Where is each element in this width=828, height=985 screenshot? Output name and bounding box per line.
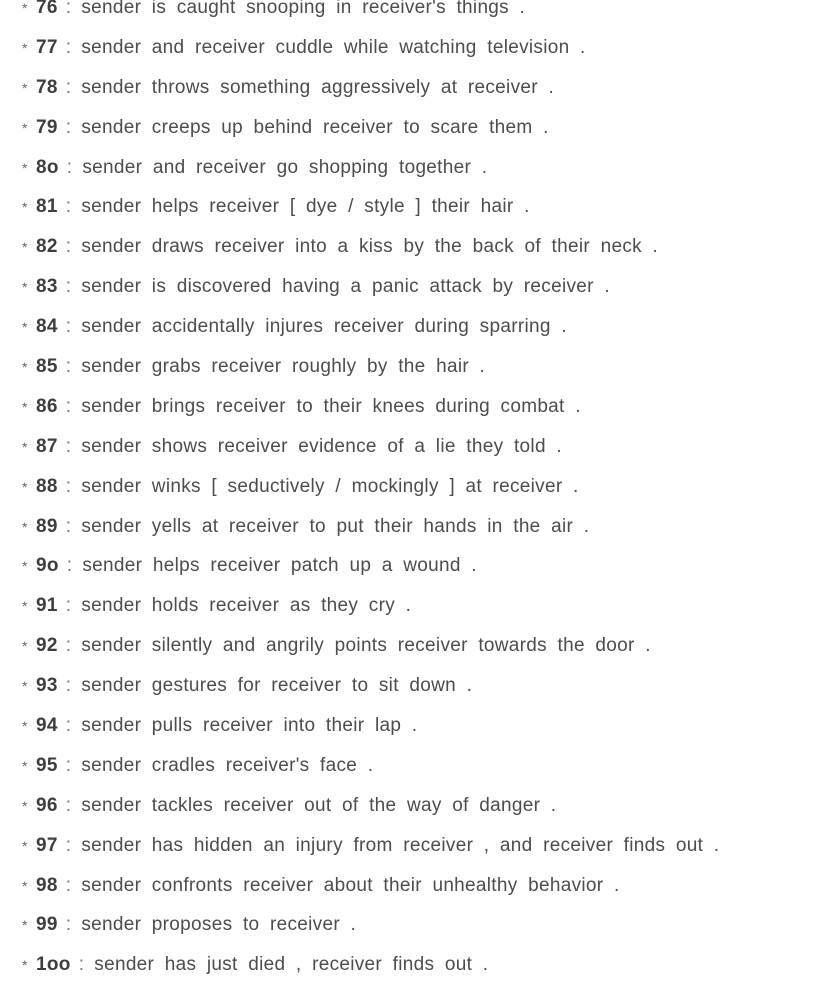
separator: : xyxy=(65,595,72,617)
list-item xyxy=(0,347,828,387)
list-item xyxy=(0,307,828,347)
prompt-text: sender and receiver go shopping together . xyxy=(82,156,488,178)
prompt-number: 99 xyxy=(36,914,58,936)
prompt-number: 93 xyxy=(36,675,58,697)
prompt-number: 76 xyxy=(36,0,58,18)
prompt-number: 91 xyxy=(36,595,58,617)
list-item xyxy=(0,786,828,826)
list-item xyxy=(0,586,828,626)
separator: : xyxy=(65,395,72,417)
bullet-icon: * xyxy=(22,358,28,375)
prompt-text: sender yells at receiver to put their hands in the air . xyxy=(81,515,590,537)
prompt-text: sender cradles receiver's face . xyxy=(81,754,374,776)
separator: : xyxy=(65,196,72,218)
prompt-text: sender gestures for receiver to sit down . xyxy=(81,675,473,697)
bullet-icon: * xyxy=(22,159,28,176)
prompt-number: 94 xyxy=(36,714,58,736)
prompt-text: sender shows receiver evidence of a lie they told . xyxy=(81,435,562,457)
separator: : xyxy=(78,954,85,976)
prompt-text: sender creeps up behind receiver to scare them . xyxy=(81,116,549,138)
list-item xyxy=(0,108,828,148)
separator: : xyxy=(65,316,72,338)
separator: : xyxy=(65,635,72,657)
list-item xyxy=(0,28,828,68)
prompt-number: 84 xyxy=(36,316,58,338)
prompt-number: 85 xyxy=(36,355,58,377)
list-item xyxy=(0,427,828,467)
prompt-text: sender accidentally injures receiver during sparring . xyxy=(81,316,567,338)
prompt-text: sender has just died , receiver finds out . xyxy=(94,954,489,976)
bullet-icon: * xyxy=(22,757,28,774)
bullet-icon: * xyxy=(22,797,28,814)
prompt-number: 1oo xyxy=(36,954,71,976)
bullet-icon: * xyxy=(22,678,28,695)
bullet-icon: * xyxy=(22,917,28,934)
prompt-text: sender winks [ seductively / mockingly ] at receiver . xyxy=(81,475,579,497)
separator: : xyxy=(66,555,73,577)
prompt-number: 81 xyxy=(36,196,58,218)
separator: : xyxy=(65,116,72,138)
prompt-number: 92 xyxy=(36,635,58,657)
prompt-number: 97 xyxy=(36,834,58,856)
prompt-number: 82 xyxy=(36,236,58,258)
prompt-text: sender is discovered having a panic attack by receiver . xyxy=(81,276,610,298)
list-item xyxy=(0,826,828,866)
bullet-icon: * xyxy=(22,598,28,615)
separator: : xyxy=(65,834,72,856)
list-item xyxy=(0,546,828,586)
list-item xyxy=(0,666,828,706)
prompt-text: sender grabs receiver roughly by the hair . xyxy=(81,355,486,377)
list-item xyxy=(0,626,828,666)
prompt-number: 8o xyxy=(36,156,59,178)
separator: : xyxy=(65,76,72,98)
list-item xyxy=(0,0,828,28)
prompt-text: sender silently and angrily points receiver towards the door . xyxy=(81,635,651,657)
separator: : xyxy=(65,276,72,298)
bullet-icon: * xyxy=(22,558,28,575)
bullet-icon: * xyxy=(22,438,28,455)
bullet-icon: * xyxy=(22,79,28,96)
bullet-icon: * xyxy=(22,0,28,16)
prompt-number: 86 xyxy=(36,395,58,417)
prompt-text: sender has hidden an injury from receiver , and receiver finds out . xyxy=(81,834,720,856)
list-item xyxy=(0,387,828,427)
list-item xyxy=(0,187,828,227)
bullet-icon: * xyxy=(22,119,28,136)
prompt-number: 89 xyxy=(36,515,58,537)
prompt-text: sender proposes to receiver . xyxy=(81,914,357,936)
bullet-icon: * xyxy=(22,518,28,535)
separator: : xyxy=(65,515,72,537)
bullet-icon: * xyxy=(22,398,28,415)
prompt-number: 88 xyxy=(36,475,58,497)
bullet-icon: * xyxy=(22,39,28,56)
prompt-number: 9o xyxy=(36,555,59,577)
prompt-text: sender is caught snooping in receiver's things . xyxy=(81,0,526,18)
bullet-icon: * xyxy=(22,717,28,734)
separator: : xyxy=(65,874,72,896)
prompt-number: 79 xyxy=(36,116,58,138)
bullet-icon: * xyxy=(22,279,28,296)
list-item xyxy=(0,945,828,985)
list-item xyxy=(0,467,828,507)
prompt-text: sender throws something aggressively at receiver . xyxy=(81,76,555,98)
bullet-icon: * xyxy=(22,199,28,216)
list-item xyxy=(0,746,828,786)
separator: : xyxy=(65,914,72,936)
list-item xyxy=(0,267,828,307)
bullet-icon: * xyxy=(22,478,28,495)
prompt-text: sender helps receiver [ dye / style ] their hair . xyxy=(81,196,530,218)
prompt-text: sender tackles receiver out of the way of danger . xyxy=(81,794,557,816)
separator: : xyxy=(65,675,72,697)
prompt-number: 78 xyxy=(36,76,58,98)
separator: : xyxy=(65,714,72,736)
prompt-text: sender pulls receiver into their lap . xyxy=(81,714,418,736)
separator: : xyxy=(65,36,72,58)
separator: : xyxy=(65,475,72,497)
list-item xyxy=(0,905,828,945)
separator: : xyxy=(66,156,73,178)
prompt-text: sender brings receiver to their knees during combat . xyxy=(81,395,581,417)
list-item xyxy=(0,706,828,746)
prompt-text: sender helps receiver patch up a wound . xyxy=(82,555,477,577)
separator: : xyxy=(65,355,72,377)
list-item xyxy=(0,148,828,188)
prompt-number: 96 xyxy=(36,794,58,816)
bullet-icon: * xyxy=(22,638,28,655)
prompt-number: 77 xyxy=(36,36,58,58)
separator: : xyxy=(65,0,72,18)
bullet-icon: * xyxy=(22,957,28,974)
list-item xyxy=(0,507,828,547)
prompt-text: sender confronts receiver about their unhealthy behavior . xyxy=(81,874,620,896)
separator: : xyxy=(65,754,72,776)
separator: : xyxy=(65,236,72,258)
separator: : xyxy=(65,435,72,457)
prompt-number: 87 xyxy=(36,435,58,457)
prompt-number: 98 xyxy=(36,874,58,896)
prompt-text: sender draws receiver into a kiss by the back of their neck . xyxy=(81,236,659,258)
separator: : xyxy=(65,794,72,816)
bullet-icon: * xyxy=(22,837,28,854)
list-item xyxy=(0,227,828,267)
prompt-number: 95 xyxy=(36,754,58,776)
list-item xyxy=(0,68,828,108)
prompt-text: sender holds receiver as they cry . xyxy=(81,595,412,617)
prompt-number: 83 xyxy=(36,276,58,298)
prompt-text: sender and receiver cuddle while watching television . xyxy=(81,36,586,58)
bullet-icon: * xyxy=(22,319,28,336)
list-item xyxy=(0,866,828,906)
bullet-icon: * xyxy=(22,877,28,894)
bullet-icon: * xyxy=(22,239,28,256)
